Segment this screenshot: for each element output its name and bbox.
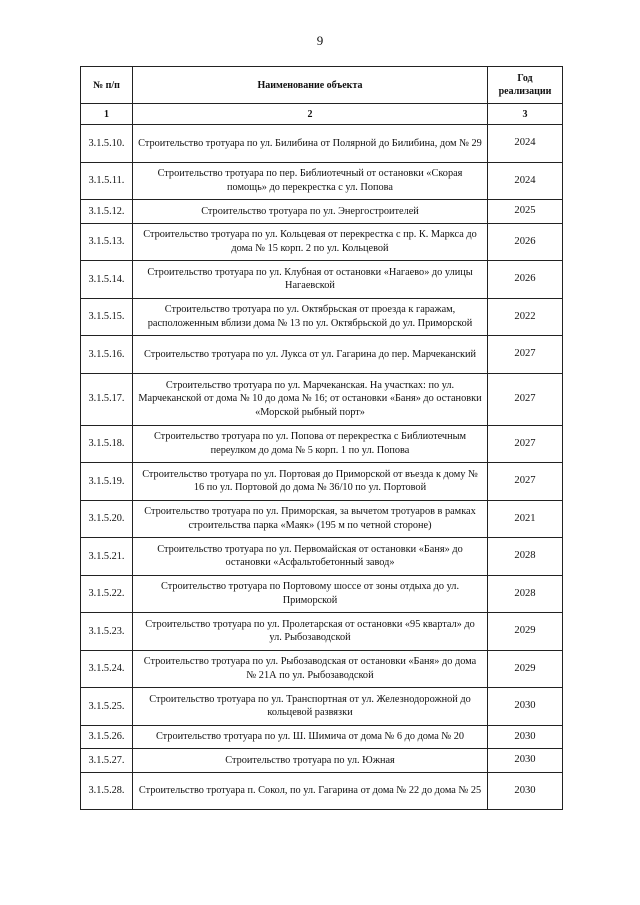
table-row bbox=[81, 261, 563, 299]
row-num: 3.1.5.11. bbox=[81, 162, 133, 200]
column-index-row bbox=[81, 104, 563, 125]
row-name: Строительство тротуара по ул. Октябрьская от проезда к гаражам, расположенным вблизи дома № 13 по ул. Октябрьской до ул. Приморской bbox=[133, 298, 488, 336]
table-row bbox=[81, 223, 563, 261]
table-row bbox=[81, 298, 563, 336]
row-year: 2029 bbox=[488, 613, 563, 651]
row-year: 2028 bbox=[488, 538, 563, 576]
row-year: 2027 bbox=[488, 373, 563, 425]
row-num: 3.1.5.26. bbox=[81, 725, 133, 749]
table-row bbox=[81, 200, 563, 224]
row-year: 2027 bbox=[488, 463, 563, 501]
table-row bbox=[81, 575, 563, 613]
row-num: 3.1.5.10. bbox=[81, 125, 133, 163]
row-year: 2030 bbox=[488, 688, 563, 726]
index-name: 2 bbox=[133, 104, 488, 125]
table-row bbox=[81, 538, 563, 576]
header-year: Год реализации bbox=[488, 67, 563, 104]
row-year: 2026 bbox=[488, 223, 563, 261]
row-num: 3.1.5.18. bbox=[81, 425, 133, 463]
row-num: 3.1.5.25. bbox=[81, 688, 133, 726]
table-row bbox=[81, 688, 563, 726]
row-num: 3.1.5.23. bbox=[81, 613, 133, 651]
row-year: 2024 bbox=[488, 162, 563, 200]
table-row bbox=[81, 613, 563, 651]
row-name: Строительство тротуара по ул. Попова от перекрестка с Библиотечным переулком до дома № 5 корп. 1 по ул. Попова bbox=[133, 425, 488, 463]
row-name: Строительство тротуара по ул. Пролетарская от остановки «95 квартал» до ул. Рыбозаводской bbox=[133, 613, 488, 651]
table-body bbox=[81, 125, 563, 810]
row-name: Строительство тротуара по ул. Рыбозаводская от остановки «Баня» до дома № 21А по ул. Рыбозаводской bbox=[133, 650, 488, 688]
header-name: Наименование объекта bbox=[133, 67, 488, 104]
row-year: 2026 bbox=[488, 261, 563, 299]
row-year: 2027 bbox=[488, 336, 563, 374]
table-row bbox=[81, 725, 563, 749]
row-name: Строительство тротуара по ул. Портовая до Приморской от въезда к дому № 16 по ул. Портовой до дома № 36/10 по ул. Портовой bbox=[133, 463, 488, 501]
table-row bbox=[81, 425, 563, 463]
table-row bbox=[81, 650, 563, 688]
table-header-row bbox=[81, 67, 563, 104]
row-name: Строительство тротуара по ул. Лукса от ул. Гагарина до пер. Марчеканский bbox=[133, 336, 488, 374]
row-num: 3.1.5.12. bbox=[81, 200, 133, 224]
row-year: 2030 bbox=[488, 725, 563, 749]
row-num: 3.1.5.28. bbox=[81, 772, 133, 810]
table-row bbox=[81, 125, 563, 163]
table-row bbox=[81, 336, 563, 374]
page-number: 9 bbox=[316, 33, 324, 48]
row-year: 2030 bbox=[488, 749, 563, 773]
row-year: 2028 bbox=[488, 575, 563, 613]
row-name: Строительство тротуара по Портовому шоссе от зоны отдыха до ул. Приморской bbox=[133, 575, 488, 613]
table-row bbox=[81, 749, 563, 773]
header-num: № п/п bbox=[81, 67, 133, 104]
row-year: 2027 bbox=[488, 425, 563, 463]
row-year: 2024 bbox=[488, 125, 563, 163]
row-num: 3.1.5.14. bbox=[81, 261, 133, 299]
index-year: 3 bbox=[488, 104, 563, 125]
row-name: Строительство тротуара по ул. Транспортная от ул. Железнодорожной до кольцевой развязки bbox=[133, 688, 488, 726]
row-year: 2022 bbox=[488, 298, 563, 336]
row-num: 3.1.5.19. bbox=[81, 463, 133, 501]
row-num: 3.1.5.15. bbox=[81, 298, 133, 336]
index-num: 1 bbox=[81, 104, 133, 125]
table-row bbox=[81, 463, 563, 501]
row-name: Строительство тротуара по ул. Ш. Шимича от дома № 6 до дома № 20 bbox=[133, 725, 488, 749]
row-name: Строительство тротуара по ул. Билибина от Полярной до Билибина, дом № 29 bbox=[133, 125, 488, 163]
table-row bbox=[81, 162, 563, 200]
row-num: 3.1.5.27. bbox=[81, 749, 133, 773]
row-year: 2025 bbox=[488, 200, 563, 224]
row-num: 3.1.5.21. bbox=[81, 538, 133, 576]
objects-table bbox=[80, 66, 563, 810]
row-name: Строительство тротуара по ул. Приморская, за вычетом тротуаров в рамках строительства парка «Маяк» (195 м по четной стороне) bbox=[133, 500, 488, 538]
row-num: 3.1.5.16. bbox=[81, 336, 133, 374]
table-row bbox=[81, 500, 563, 538]
row-year: 2030 bbox=[488, 772, 563, 810]
row-name: Строительство тротуара по ул. Южная bbox=[133, 749, 488, 773]
table-row bbox=[81, 772, 563, 810]
row-num: 3.1.5.17. bbox=[81, 373, 133, 425]
row-num: 3.1.5.24. bbox=[81, 650, 133, 688]
row-num: 3.1.5.13. bbox=[81, 223, 133, 261]
row-year: 2021 bbox=[488, 500, 563, 538]
table-row bbox=[81, 373, 563, 425]
row-name: Строительство тротуара по ул. Кольцевая от перекрестка с пр. К. Маркса до дома № 15 корп. 2 по ул. Кольцевой bbox=[133, 223, 488, 261]
row-name: Строительство тротуара по ул. Марчеканская. На участках: по ул. Марчеканской от дома № 10 до дома № 16; от остановки «Баня» до остановки «Морской рыбный порт» bbox=[133, 373, 488, 425]
row-name: Строительство тротуара по пер. Библиотечный от остановки «Скорая помощь» до перекрестка с ул. Попова bbox=[133, 162, 488, 200]
row-name: Строительство тротуара п. Сокол, по ул. Гагарина от дома № 22 до дома № 25 bbox=[133, 772, 488, 810]
row-name: Строительство тротуара по ул. Клубная от остановки «Нагаево» до улицы Нагаевской bbox=[133, 261, 488, 299]
row-name: Строительство тротуара по ул. Первомайская от остановки «Баня» до остановки «Асфальтобетонный завод» bbox=[133, 538, 488, 576]
row-name: Строительство тротуара по ул. Энергостроителей bbox=[133, 200, 488, 224]
row-num: 3.1.5.22. bbox=[81, 575, 133, 613]
row-year: 2029 bbox=[488, 650, 563, 688]
row-num: 3.1.5.20. bbox=[81, 500, 133, 538]
